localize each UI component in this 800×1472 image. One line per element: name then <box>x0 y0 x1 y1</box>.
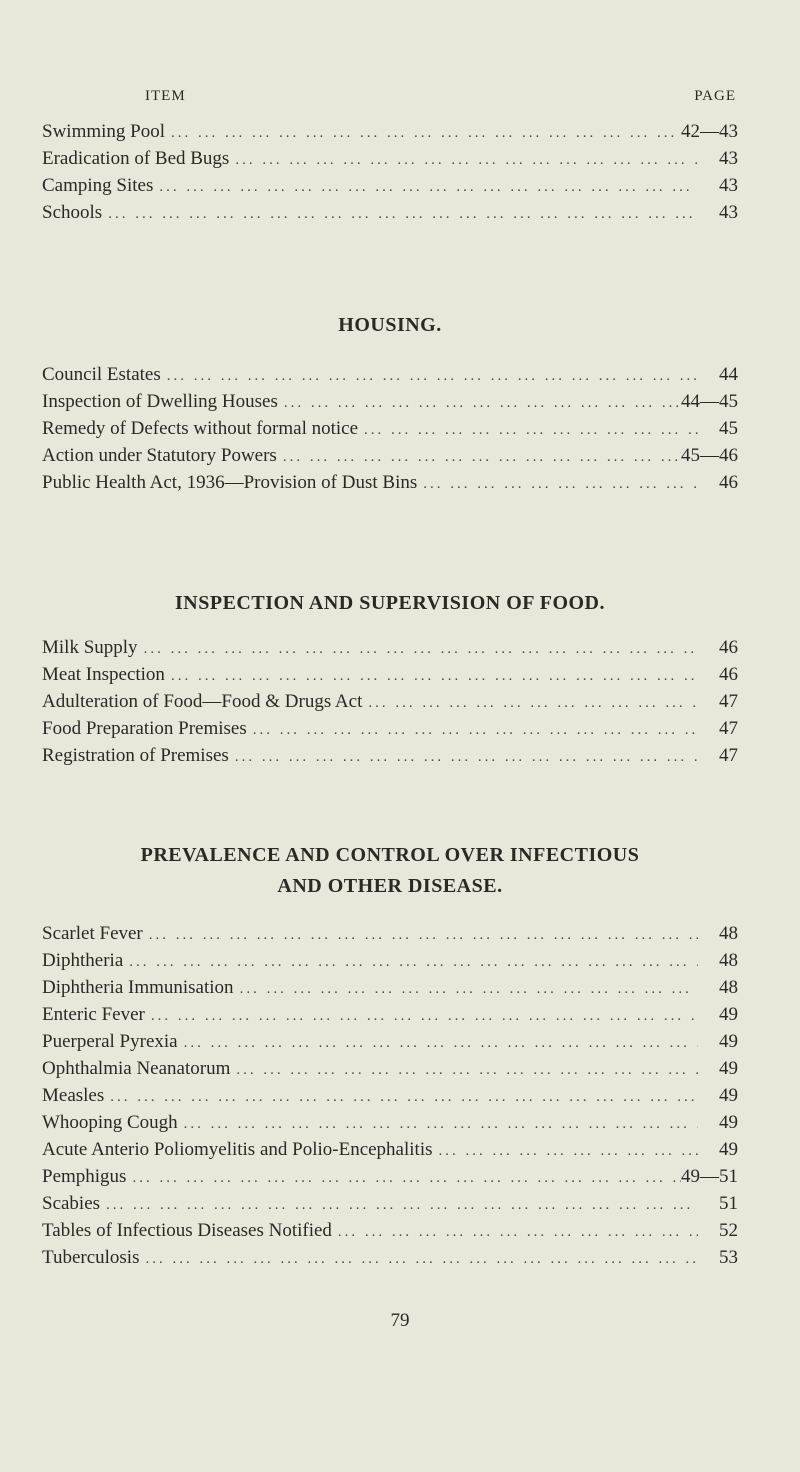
leader-dots <box>138 641 698 658</box>
leader-dots <box>143 927 698 944</box>
entry-name: Scarlet Fever <box>42 923 143 944</box>
entry-page: 46 <box>719 472 738 493</box>
entry-page: 49—51 <box>681 1166 738 1187</box>
index-entry <box>42 1193 738 1220</box>
index-entry <box>42 175 738 202</box>
entry-name: Enteric Fever <box>42 1004 145 1025</box>
entry-name: Whooping Cough <box>42 1112 178 1133</box>
section-food <box>42 588 738 772</box>
entry-page: 49 <box>719 1058 738 1079</box>
entry-page: 49 <box>719 1004 738 1025</box>
leader-dots <box>433 1143 698 1160</box>
entry-page: 49 <box>719 1139 738 1160</box>
leader-dots <box>332 1224 698 1241</box>
entry-page: 42—43 <box>681 121 738 142</box>
entry-page: 43 <box>719 202 738 223</box>
leader-dots <box>417 476 698 493</box>
entry-name: Food Preparation Premises <box>42 718 247 739</box>
section-title-line-2: AND OTHER DISEASE. <box>277 875 503 897</box>
entry-name: Registration of Premises <box>42 745 229 766</box>
section-title-line-1: PREVALENCE AND CONTROL OVER INFECTIOUS <box>140 844 640 866</box>
index-entry <box>42 1085 738 1112</box>
section-title: INSPECTION AND SUPERVISION OF FOOD. <box>175 592 605 614</box>
index-entry <box>42 1139 738 1166</box>
index-entry <box>42 1112 738 1139</box>
entry-page: 48 <box>719 950 738 971</box>
entry-name: Scabies <box>42 1193 101 1214</box>
entry-name: Schools <box>42 202 103 223</box>
index-entry <box>42 1031 738 1058</box>
leader-dots <box>102 206 698 223</box>
entry-page: 44 <box>719 364 738 385</box>
entry-name: Diphtheria Immunisation <box>42 977 234 998</box>
entry-page: 52 <box>719 1220 738 1241</box>
leader-dots <box>145 1008 698 1025</box>
entry-page: 47 <box>719 745 738 766</box>
entry-name: Pemphigus <box>42 1166 127 1187</box>
index-entry <box>42 1247 738 1274</box>
page-number: 79 <box>390 1310 410 1331</box>
entry-name: Swimming Pool <box>42 121 165 142</box>
entry-page: 43 <box>719 148 738 169</box>
entry-page: 45 <box>719 418 738 439</box>
leader-dots <box>165 668 698 685</box>
entry-name: Public Health Act, 1936—Provision of Dust Bins <box>42 472 418 493</box>
entry-name: Action under Statutory Powers <box>42 445 277 466</box>
leader-dots <box>123 954 698 971</box>
index-entry <box>42 418 738 445</box>
entry-name: Adulteration of Food—Food & Drugs Act <box>42 691 363 712</box>
leader-dots <box>178 1035 698 1052</box>
entry-name: Milk Supply <box>42 637 138 658</box>
entry-page: 46 <box>719 637 738 658</box>
entry-name: Tuberculosis <box>42 1247 140 1268</box>
entry-page: 47 <box>719 718 738 739</box>
leader-dots <box>165 125 681 142</box>
entry-page: 49 <box>719 1085 738 1106</box>
leader-dots <box>277 449 681 466</box>
leader-dots <box>126 1170 681 1187</box>
entry-page: 49 <box>719 1031 738 1052</box>
leader-dots <box>153 179 698 196</box>
leader-dots <box>230 1062 698 1079</box>
leader-dots <box>358 422 698 439</box>
leader-dots <box>278 395 681 412</box>
index-entry <box>42 391 738 418</box>
leader-dots <box>229 152 698 169</box>
entry-name: Eradication of Bed Bugs <box>42 148 230 169</box>
index-entry <box>42 950 738 977</box>
entry-page: 48 <box>719 923 738 944</box>
leader-dots <box>229 749 698 766</box>
leader-dots <box>362 695 698 712</box>
entry-page: 47 <box>719 691 738 712</box>
index-entry <box>42 977 738 1004</box>
entry-name: Council Estates <box>42 364 161 385</box>
entry-name: Inspection of Dwelling Houses <box>42 391 278 412</box>
entry-page: 46 <box>719 664 738 685</box>
entry-page: 51 <box>719 1193 738 1214</box>
index-entry <box>42 1220 738 1247</box>
index-entry <box>42 691 738 718</box>
index-entry <box>42 202 738 229</box>
index-entry <box>42 637 738 664</box>
section-infectious-disease <box>42 840 738 1274</box>
leader-dots <box>247 722 698 739</box>
entry-name: Tables of Infectious Diseases Notified <box>42 1220 332 1241</box>
entry-name: Puerperal Pyrexia <box>42 1031 178 1052</box>
index-entry <box>42 923 738 950</box>
section-misc <box>42 121 738 229</box>
leader-dots <box>178 1116 698 1133</box>
entry-name: Remedy of Defects without formal notice <box>42 418 359 439</box>
page-column-header: PAGE <box>694 88 736 104</box>
index-entry <box>42 718 738 745</box>
entry-name: Acute Anterio Poliomyelitis and Polio-Encephalitis <box>42 1139 433 1160</box>
item-column-header: ITEM <box>145 88 186 104</box>
entry-page: 44—45 <box>681 391 738 412</box>
entry-name: Measles <box>42 1085 105 1106</box>
leader-dots <box>139 1251 698 1268</box>
entry-name: Camping Sites <box>42 175 154 196</box>
index-entry <box>42 1058 738 1085</box>
entry-page: 43 <box>719 175 738 196</box>
index-entry <box>42 148 738 175</box>
entry-name: Diphtheria <box>42 950 124 971</box>
index-entry <box>42 745 738 772</box>
entry-page: 53 <box>719 1247 738 1268</box>
leader-dots <box>104 1089 698 1106</box>
index-entry <box>42 121 738 148</box>
index-entry <box>42 364 738 391</box>
entry-name: Meat Inspection <box>42 664 165 685</box>
leader-dots <box>161 368 698 385</box>
index-entry <box>42 472 738 499</box>
index-entry <box>42 1004 738 1031</box>
index-entry <box>42 664 738 691</box>
index-entry <box>42 445 738 472</box>
leader-dots <box>234 981 698 998</box>
entry-page: 49 <box>719 1112 738 1133</box>
section-title: HOUSING. <box>338 314 442 336</box>
section-housing <box>42 310 738 499</box>
leader-dots <box>100 1197 698 1214</box>
index-entry <box>42 1166 738 1193</box>
entry-name: Ophthalmia Neanatorum <box>42 1058 231 1079</box>
entry-page: 48 <box>719 977 738 998</box>
entry-page: 45—46 <box>681 445 738 466</box>
